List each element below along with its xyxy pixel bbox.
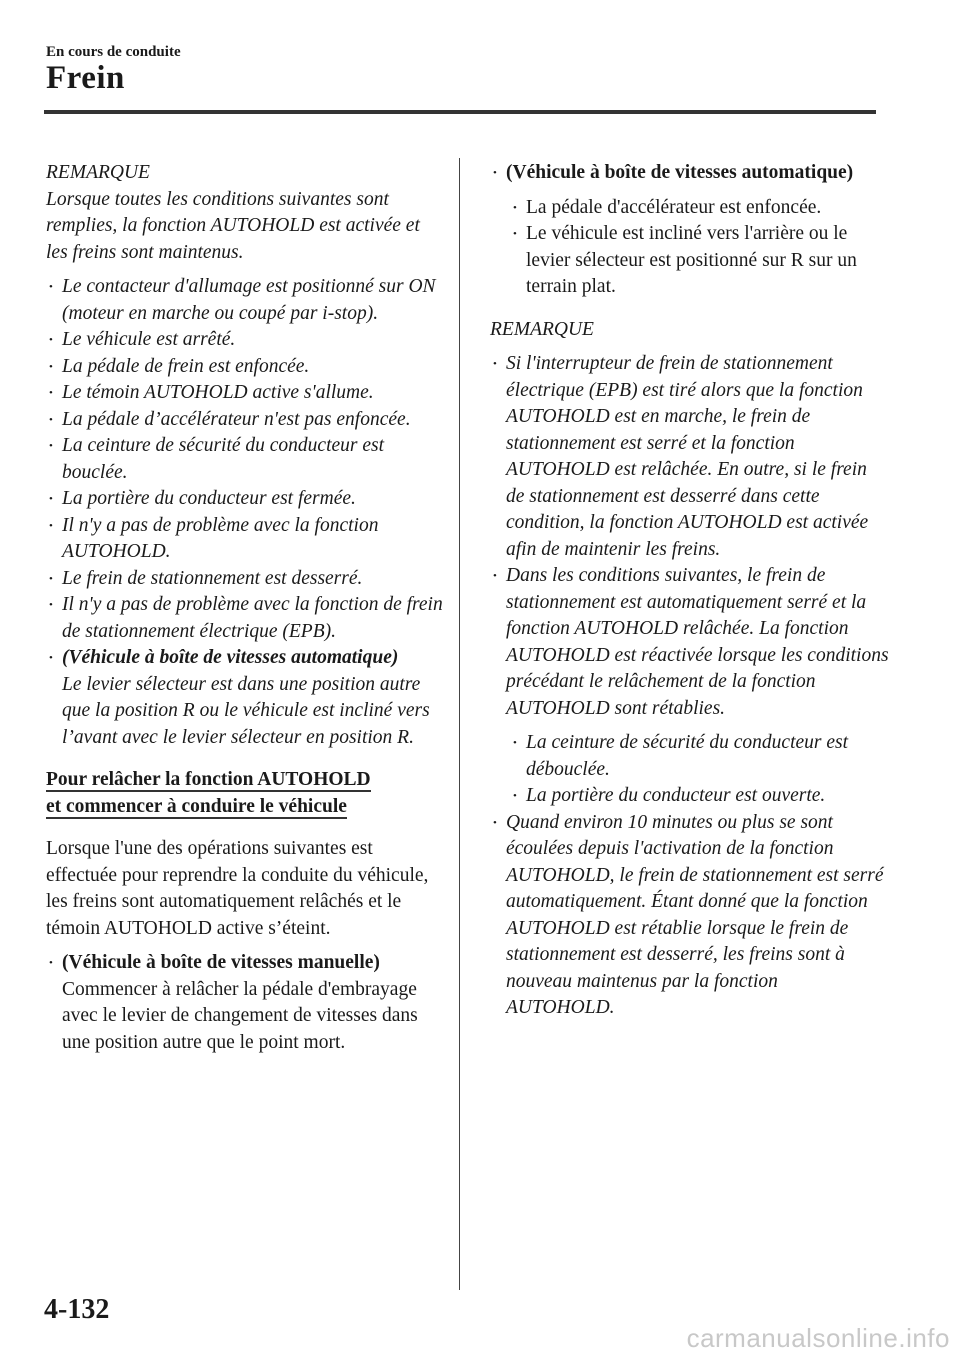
list-item bbox=[490, 563, 890, 810]
list-item bbox=[46, 645, 446, 751]
right-column bbox=[490, 160, 890, 1022]
list-item: • La pédale d'accélérateur est enfoncée. bbox=[510, 195, 890, 222]
watermark: carmanualsonline.info bbox=[686, 1323, 950, 1353]
release-subheading bbox=[46, 767, 446, 820]
note-label: REMARQUE bbox=[46, 162, 150, 183]
list-item: • La ceinture de sécurité du conducteur est débouclée. bbox=[510, 730, 890, 783]
page-number: 4-132 bbox=[44, 1294, 110, 1325]
auto-list bbox=[490, 160, 890, 301]
manual-list bbox=[46, 950, 446, 1056]
condition-list bbox=[46, 274, 446, 751]
note-item-text: • Dans les conditions suivantes, le frein de stationnement est automatiquement serré et la fonction AUTOHOLD relâchée. La fonction AUTOHOLD est réactivée lorsque les conditions précédant le relâchement de la fonction AUTOHOLD sont rétablies. bbox=[506, 565, 889, 719]
list-item: • La ceinture de sécurité du conducteur est bouclée. bbox=[46, 433, 446, 486]
column-divider bbox=[459, 158, 460, 1290]
note-sublist bbox=[510, 730, 890, 810]
list-item: • Quand environ 10 minutes ou plus se sont écoulées depuis l'activation de la fonction AUTOHOLD, le frein de stationnement est serré automatiquement. Étant donné que la fonction AUTOHOLD est rétablie lorsque le frein de stationnement est desserré, les freins sont à nouveau maintenus par la fonction AUTOHOLD. bbox=[490, 810, 890, 1022]
list-item: • Il n'y a pas de problème avec la fonction de frein de stationnement électrique (EPB). bbox=[46, 592, 446, 645]
list-item: • Le témoin AUTOHOLD active s'allume. bbox=[46, 380, 446, 407]
release-body: Lorsque l'une des opérations suivantes est effectuée pour reprendre la conduite du véhicule, les freins sont automatiquement relâchés et le témoin AUTOHOLD active s’éteint. bbox=[46, 838, 429, 939]
manual-text: Commencer à relâcher la pédale d'embrayage avec le levier de changement de vitesses dans une position autre que le point mort. bbox=[62, 978, 418, 1053]
list-item: • La pédale d’accélérateur n'est pas enfoncée. bbox=[46, 407, 446, 434]
subheading-line-2: et commencer à conduire le véhicule bbox=[46, 795, 347, 817]
list-item: • Le contacteur d'allumage est positionné sur ON (moteur en marche ou coupé par i-stop). bbox=[46, 274, 446, 327]
list-item: • La portière du conducteur est fermée. bbox=[46, 486, 446, 513]
list-item bbox=[46, 950, 446, 1056]
list-item: • Il n'y a pas de problème avec la fonction AUTOHOLD. bbox=[46, 513, 446, 566]
subheading-line-1: Pour relâcher la fonction AUTOHOLD bbox=[46, 769, 371, 790]
list-item: • La pédale de frein est enfoncée. bbox=[46, 354, 446, 381]
list-item: • Si l'interrupteur de frein de stationnement électrique (EPB) est tiré alors que la fonction AUTOHOLD est en marche, le frein de stationnement est serré et la fonction AUTOHOLD est relâchée. En outre, si le frein de stationnement est desserré dans cette condition, la fonction AUTOHOLD est activée afin de maintenir les freins. bbox=[490, 351, 890, 563]
auto-heading: • (Véhicule à boîte de vitesses automatique) bbox=[506, 162, 854, 183]
list-item: • La portière du conducteur est ouverte. bbox=[510, 783, 890, 810]
auto-sublist bbox=[510, 195, 890, 301]
note-label: REMARQUE bbox=[490, 318, 594, 340]
auto-condition-heading: • (Véhicule à boîte de vitesses automatique) bbox=[62, 647, 399, 668]
page-title: Frein bbox=[46, 60, 125, 96]
auto-condition-text: Le levier sélecteur est dans une position autre que la position R ou le véhicule est incliné vers l’avant avec le levier sélecteur en position R. bbox=[62, 673, 430, 748]
title-rule bbox=[44, 110, 876, 114]
list-item: • Le véhicule est arrêté. bbox=[46, 327, 446, 354]
note-intro: Lorsque toutes les conditions suivantes sont remplies, la fonction AUTOHOLD est activée et les freins sont maintenus. bbox=[46, 188, 420, 263]
list-item: • Le véhicule est incliné vers l'arrière ou le levier sélecteur est positionné sur R sur un terrain plat. bbox=[510, 221, 890, 301]
manual-heading: • (Véhicule à boîte de vitesses manuelle) bbox=[62, 952, 380, 973]
note-list bbox=[490, 351, 890, 1022]
list-item bbox=[490, 160, 890, 301]
left-column bbox=[46, 160, 446, 1056]
section-label: En cours de conduite bbox=[46, 44, 181, 60]
list-item: • Le frein de stationnement est desserré. bbox=[46, 566, 446, 593]
